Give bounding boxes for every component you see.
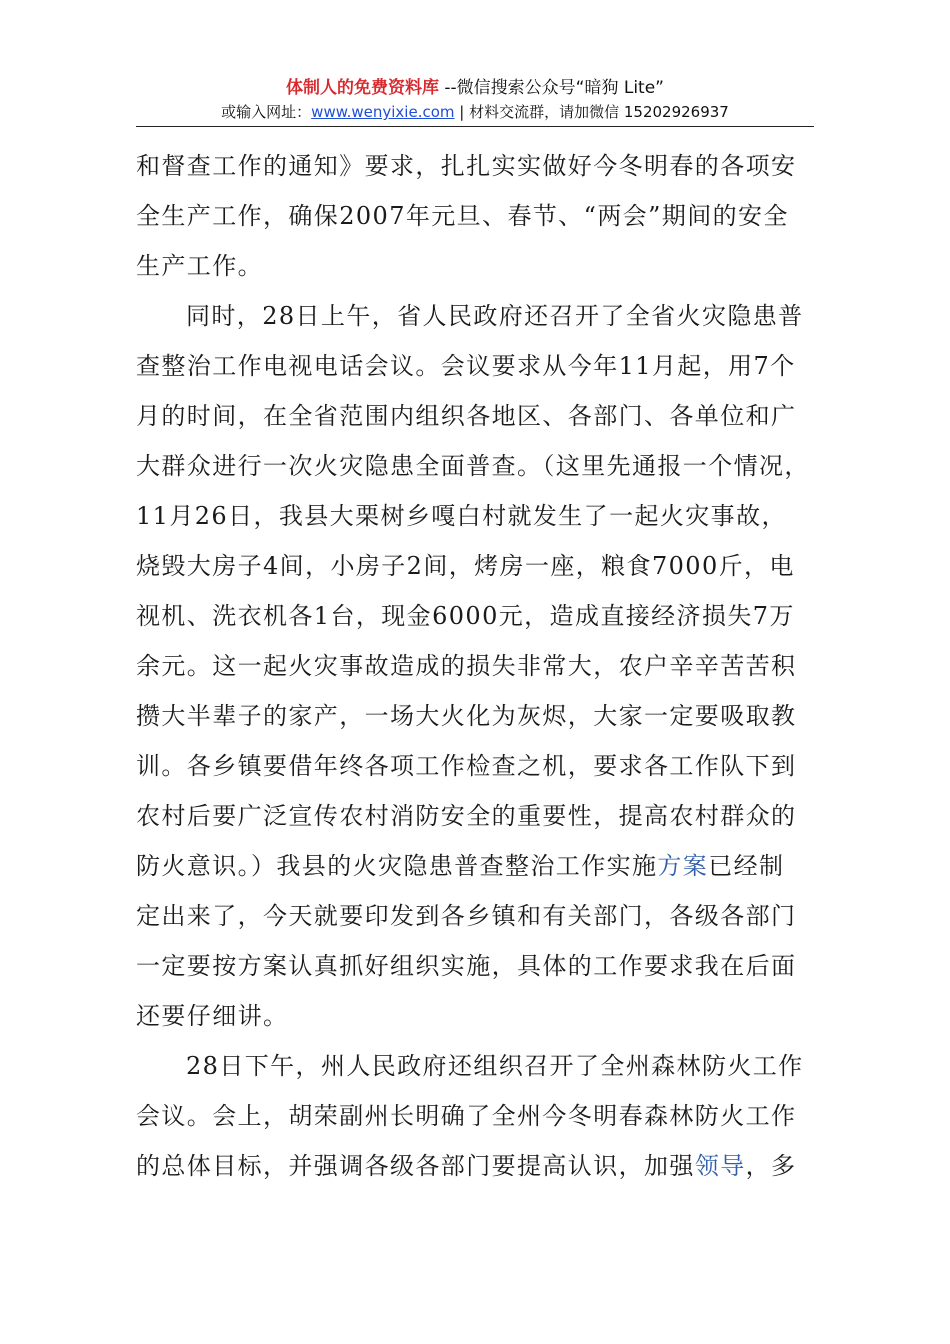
document-header bbox=[136, 76, 814, 124]
text-line: 生产工作。 bbox=[136, 252, 263, 280]
text-line: 和督查工作的通知》要求，扎扎实实做好今冬明春的各项安 bbox=[136, 152, 797, 180]
text-line: 训。各乡镇要借年终各项工作检查之机，要求各工作队下到 bbox=[136, 752, 797, 780]
header-line-1 bbox=[136, 76, 814, 100]
text-line: 还要仔细讲。 bbox=[136, 1002, 289, 1030]
text-line: 视机、洗衣机各1台，现金6000元，造成直接经济损失7万 bbox=[136, 602, 795, 630]
text-line: 会议。会上，胡荣副州长明确了全州今冬明春森林防火工作 bbox=[136, 1102, 797, 1130]
paragraph-start-line: 28日下午，州人民政府还组织召开了全州森林防火工作 bbox=[186, 1052, 804, 1080]
text-line: 一定要按方案认真抓好组织实施，具体的工作要求我在后面 bbox=[136, 952, 797, 980]
text-line: 查整治工作电视电话会议。会议要求从今年11月起，用7个 bbox=[136, 352, 796, 380]
leadership-link[interactable]: 领导 bbox=[694, 1152, 746, 1180]
text-line: 全生产工作，确保2007年元旦、春节、“两会”期间的安全 bbox=[136, 202, 789, 230]
text-line: 余元。这一起火灾事故造成的损失非常大，农户辛辛苦苦积 bbox=[136, 652, 797, 680]
text-line: 定出来了，今天就要印发到各乡镇和有关部门，各级各部门 bbox=[136, 902, 797, 930]
website-link[interactable]: www.wenyixie.com bbox=[311, 103, 455, 121]
text-segment: 的总体目标，并强调各级各部门要提高认识，加强 bbox=[136, 1152, 695, 1180]
brand-title: 体制人的免费资料库 bbox=[285, 78, 439, 98]
header-separator: | bbox=[454, 103, 470, 121]
header-divider bbox=[136, 126, 814, 127]
text-line bbox=[136, 1141, 814, 1191]
text-segment: ，多 bbox=[745, 1152, 797, 1180]
text-segment: 已经制 bbox=[708, 852, 785, 880]
text-line: 月的时间，在全省范围内组织各地区、各部门、各单位和广 bbox=[136, 402, 797, 430]
header-tagline: --微信搜索公众号“暗狗 Lite” bbox=[438, 78, 664, 98]
header-line-2 bbox=[136, 100, 814, 124]
url-prefix: 或输入网址： bbox=[221, 103, 312, 121]
plan-link[interactable]: 方案 bbox=[657, 852, 709, 880]
contact-text: 材料交流群，请加微信 15202926937 bbox=[469, 103, 729, 121]
text-segment: 防火意识。）我县的火灾隐患普查整治工作实施 bbox=[136, 852, 658, 880]
text-line: 烧毁大房子4间，小房子2间，烤房一座，粮食7000斤，电 bbox=[136, 552, 795, 580]
text-line: 大群众进行一次火灾隐患全面普查。（这里先通报一个情况， bbox=[136, 452, 810, 480]
document-body bbox=[136, 141, 814, 1191]
text-line: 攒大半辈子的家产，一场大火化为灰烬，大家一定要吸取教 bbox=[136, 702, 797, 730]
text-line: 农村后要广泛宣传农村消防安全的重要性，提高农村群众的 bbox=[136, 802, 797, 830]
paragraph-start-line: 同时，28日上午，省人民政府还召开了全省火灾隐患普 bbox=[186, 302, 804, 330]
text-line: 11月26日，我县大栗树乡嘎白村就发生了一起火灾事故， bbox=[136, 502, 787, 530]
text-line bbox=[136, 841, 814, 891]
